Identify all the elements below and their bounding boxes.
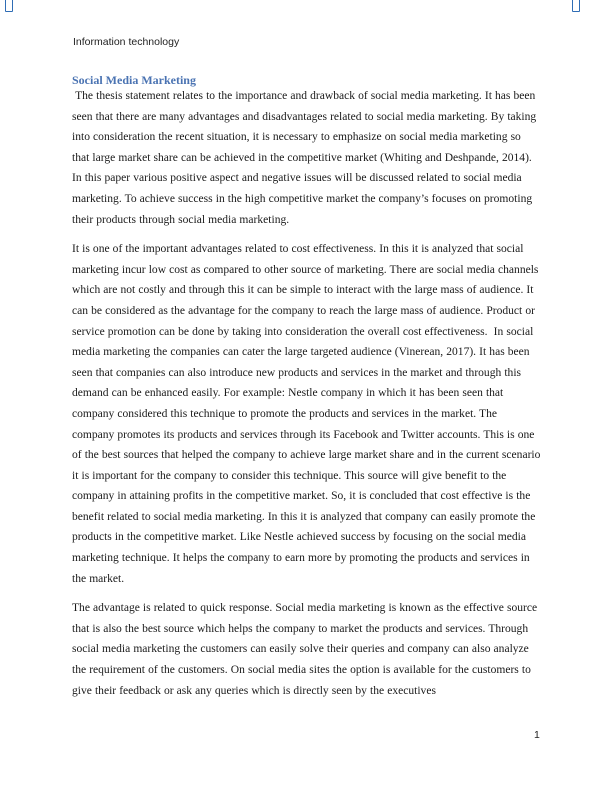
running-head: Information technology xyxy=(73,36,180,48)
right-margin-marker-icon xyxy=(572,0,580,12)
page-number: 1 xyxy=(534,729,540,741)
paragraph-thesis: The thesis statement relates to the importance and drawback of social media marketing. It has been seen that there are many advantages and disadvantages related to social media marketing. By taking into consideration the recent situation, it is necessary to emphasize on social media marketing so that large market share can be achieved in the competitive market (Whiting and Deshpande, 2014). In this paper various positive aspect and negative issues will be discussed related to social media marketing. To achieve success in the high competitive market the company’s focuses on promoting their products through social media marketing. xyxy=(72,90,540,226)
left-margin-marker-icon xyxy=(5,0,13,12)
body-content xyxy=(72,71,544,710)
section-heading: Social Media Marketing xyxy=(72,73,196,87)
paragraph-quick-response: The advantage is related to quick response. Social media marketing is known as the effective source that is also the best source which helps the company to market the products and services. Through social media marketing the customers can easily solve their queries and company can also analyze the requirement of the customers. On social media sites the option is available for the customers to give their feedback or ask any queries which is directly seen by the executives xyxy=(72,602,541,697)
paragraph-cost-effectiveness: It is one of the important advantages related to cost effectiveness. In this it is analyzed that social marketing incur low cost as compared to other source of marketing. There are social media channels which are not costly and through this it can be simple to interact with the large mass of audience. It can be considered as the advantage for the company to reach the large mass of audience. Product or service promotion can be done by taking into consideration the overall cost effectiveness. In social media marketing the companies can cater the large targeted audience (Vinerean, 2017). It has been seen that companies can also introduce new products and services in the market and through this demand can be enhanced easily. For example: Nestle company in which it has been seen that company considered this technique to promote the products and services in the market. The company promotes its products and services through its Facebook and Twitter accounts. This is one of the best sources that helped the company to achieve large market share and in the current scenario it is important for the company to consider this technique. This source will give benefit to the company in attaining profits in the competitive market. So, it is concluded that cost effective is the benefit related to social media marketing. In this it is analyzed that company can easily promote the products in the competitive market. Like Nestle achieved success by focusing on the social media marketing technique. It helps the company to earn more by promoting the products and services in the market. xyxy=(72,243,544,585)
